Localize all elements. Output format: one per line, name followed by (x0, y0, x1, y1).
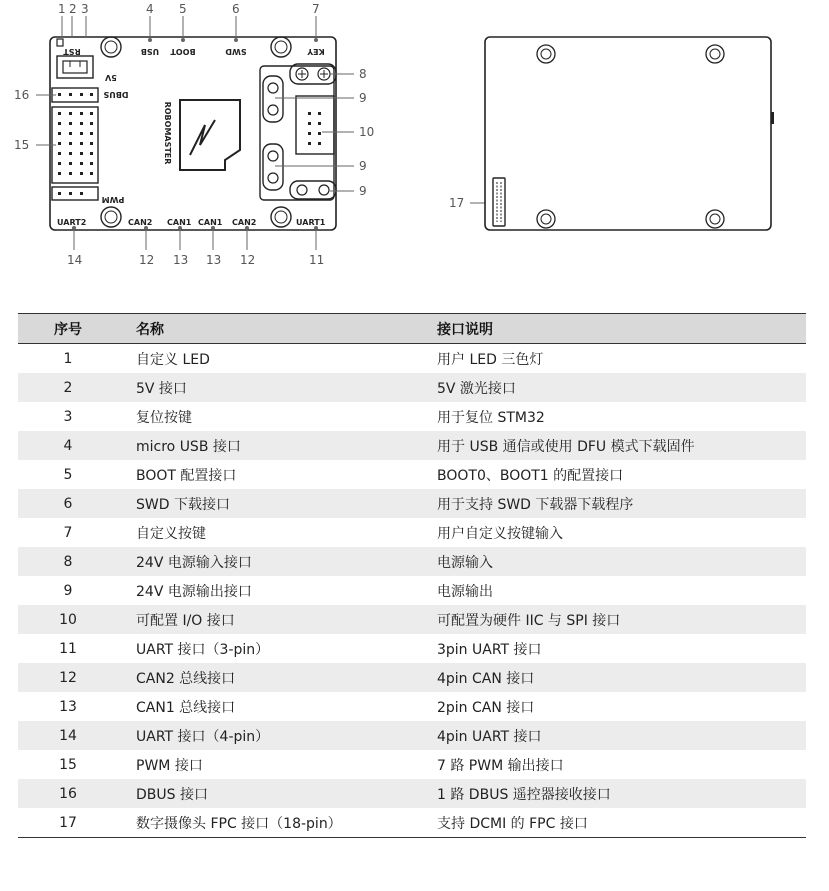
row-desc: 可配置为硬件 IIC 与 SPI 接口 (437, 612, 621, 629)
row-desc: 7 路 PWM 输出接口 (437, 757, 564, 774)
row-no: 12 (59, 669, 77, 686)
swd-silkscreen (225, 47, 247, 56)
table-row (18, 373, 806, 402)
row-desc: 4pin UART 接口 (437, 728, 542, 745)
row-no: 3 (63, 408, 73, 425)
callout-8: 8 (359, 67, 367, 81)
5v-silkscreen (104, 73, 117, 82)
table-row (18, 402, 806, 431)
callout-15: 15 (14, 138, 30, 152)
dbus-label: DBUS (103, 90, 129, 99)
callout-3: 3 (81, 2, 89, 16)
board-front-view (50, 37, 336, 230)
row-desc: 支持 DCMI 的 FPC 接口 (427, 808, 806, 838)
board-back-view (485, 37, 774, 230)
usb-label: USB (140, 47, 160, 56)
table-row (18, 663, 806, 692)
pwm-silkscreen (102, 195, 125, 204)
row-desc: 电源输出 (437, 583, 493, 600)
callout-1: 1 (58, 2, 66, 16)
can2-right-label: CAN2 (232, 218, 257, 227)
boot-label: BOOT (170, 47, 196, 56)
callout-11: 11 (309, 253, 325, 267)
callout-14: 14 (67, 253, 83, 267)
row-desc: 用于 USB 通信或使用 DFU 模式下载固件 (437, 438, 695, 455)
5v-label: 5V (105, 73, 117, 82)
callout-5: 5 (179, 2, 187, 16)
can1-left-label: CAN1 (167, 218, 192, 227)
row-name: 自定义按键 (136, 525, 206, 542)
boot-silkscreen (170, 47, 196, 56)
row-no: 17 (18, 808, 118, 838)
row-name: 24V 电源输入接口 (136, 554, 252, 571)
uart2-label: UART2 (57, 218, 87, 227)
row-no: 8 (63, 553, 73, 570)
row-name: UART 接口（4-pin） (136, 728, 270, 745)
row-desc: 用于复位 STM32 (437, 409, 545, 426)
row-name: micro USB 接口 (136, 438, 241, 455)
row-no: 7 (63, 524, 73, 541)
table-row (18, 721, 806, 750)
table-row (18, 431, 806, 460)
callout-13-left: 13 (173, 253, 189, 267)
callout-9-middle: 9 (359, 159, 367, 173)
row-no: 2 (63, 379, 73, 396)
side-tab-marker (771, 112, 774, 124)
callout-9-bottom: 9 (359, 184, 367, 198)
row-no: 10 (59, 611, 77, 628)
callout-12-right: 12 (240, 253, 256, 267)
callout-13-right: 13 (206, 253, 222, 267)
row-no: 16 (59, 785, 77, 802)
row-no: 6 (63, 495, 73, 512)
row-no: 14 (59, 727, 77, 744)
callout-17: 17 (449, 196, 465, 210)
table-row (18, 634, 806, 663)
row-desc: 用于支持 SWD 下载器下载程序 (437, 496, 634, 513)
callout-10: 10 (359, 125, 375, 139)
table-row (18, 460, 806, 489)
table-row (18, 344, 806, 374)
row-name: BOOT 配置接口 (136, 467, 237, 484)
board-back-outline (485, 37, 771, 230)
row-no: 13 (59, 698, 77, 715)
row-name: 24V 电源输出接口 (136, 583, 252, 600)
callout-7: 7 (312, 2, 320, 16)
row-name: 数字摄像头 FPC 接口（18-pin） (118, 808, 427, 838)
table-row (18, 808, 806, 838)
row-desc: 4pin CAN 接口 (437, 670, 535, 687)
table-row (18, 489, 806, 518)
row-desc: 5V 激光接口 (437, 380, 516, 397)
header-name: 名称 (118, 314, 427, 344)
row-desc: 3pin UART 接口 (437, 641, 542, 658)
row-name: PWM 接口 (136, 757, 203, 774)
table-row (18, 518, 806, 547)
row-no: 4 (63, 437, 73, 454)
interface-spec-table (18, 313, 806, 838)
dbus-silkscreen (103, 90, 128, 99)
row-name: CAN1 总线接口 (136, 699, 236, 716)
callout-6: 6 (232, 2, 240, 16)
uart1-label: UART1 (296, 218, 326, 227)
row-no: 15 (59, 756, 77, 773)
row-no: 1 (63, 350, 73, 367)
row-desc: 用户 LED 三色灯 (437, 351, 544, 368)
table-header-row (18, 314, 806, 344)
robomaster-logo-text: ROBOMASTER (163, 101, 172, 165)
key-label: KEY (307, 47, 325, 56)
row-desc: 2pin CAN 接口 (437, 699, 535, 716)
row-no: 11 (59, 640, 77, 657)
row-desc: 电源输入 (437, 554, 493, 571)
can2-left-label: CAN2 (128, 218, 153, 227)
rst-label: RST (63, 47, 81, 56)
row-name: DBUS 接口 (136, 786, 208, 803)
key-silkscreen (307, 47, 325, 56)
board-diagram (0, 0, 829, 300)
table-row (18, 576, 806, 605)
can1-right-label: CAN1 (198, 218, 223, 227)
callout-12-left: 12 (139, 253, 155, 267)
row-name: 自定义 LED (136, 351, 210, 368)
row-desc: 用户自定义按键输入 (437, 525, 563, 542)
header-desc: 接口说明 (427, 314, 806, 344)
table-row (18, 779, 806, 808)
robomaster-logo (163, 102, 172, 165)
row-desc: 1 路 DBUS 遥控器接收接口 (437, 786, 611, 803)
row-name: 复位按键 (136, 409, 192, 426)
row-name: SWD 下载接口 (136, 496, 230, 513)
usb-silkscreen (141, 47, 159, 56)
table-row (18, 692, 806, 721)
row-no: 5 (63, 466, 73, 483)
callout-16: 16 (14, 88, 30, 102)
callout-4: 4 (146, 2, 154, 16)
row-desc: BOOT0、BOOT1 的配置接口 (437, 467, 624, 484)
row-name: 可配置 I/O 接口 (136, 612, 235, 629)
pwm-label: PWM (101, 195, 125, 204)
row-no: 9 (63, 582, 73, 599)
swd-label: SWD (225, 47, 247, 56)
header-no: 序号 (18, 314, 118, 344)
table-row (18, 605, 806, 634)
callout-2: 2 (69, 2, 77, 16)
table-row (18, 750, 806, 779)
rst-silkscreen (63, 47, 81, 56)
row-name: CAN2 总线接口 (136, 670, 236, 687)
row-name: 5V 接口 (136, 380, 187, 397)
row-name: UART 接口（3-pin） (136, 641, 270, 658)
table-row (18, 547, 806, 576)
callout-9-top: 9 (359, 91, 367, 105)
